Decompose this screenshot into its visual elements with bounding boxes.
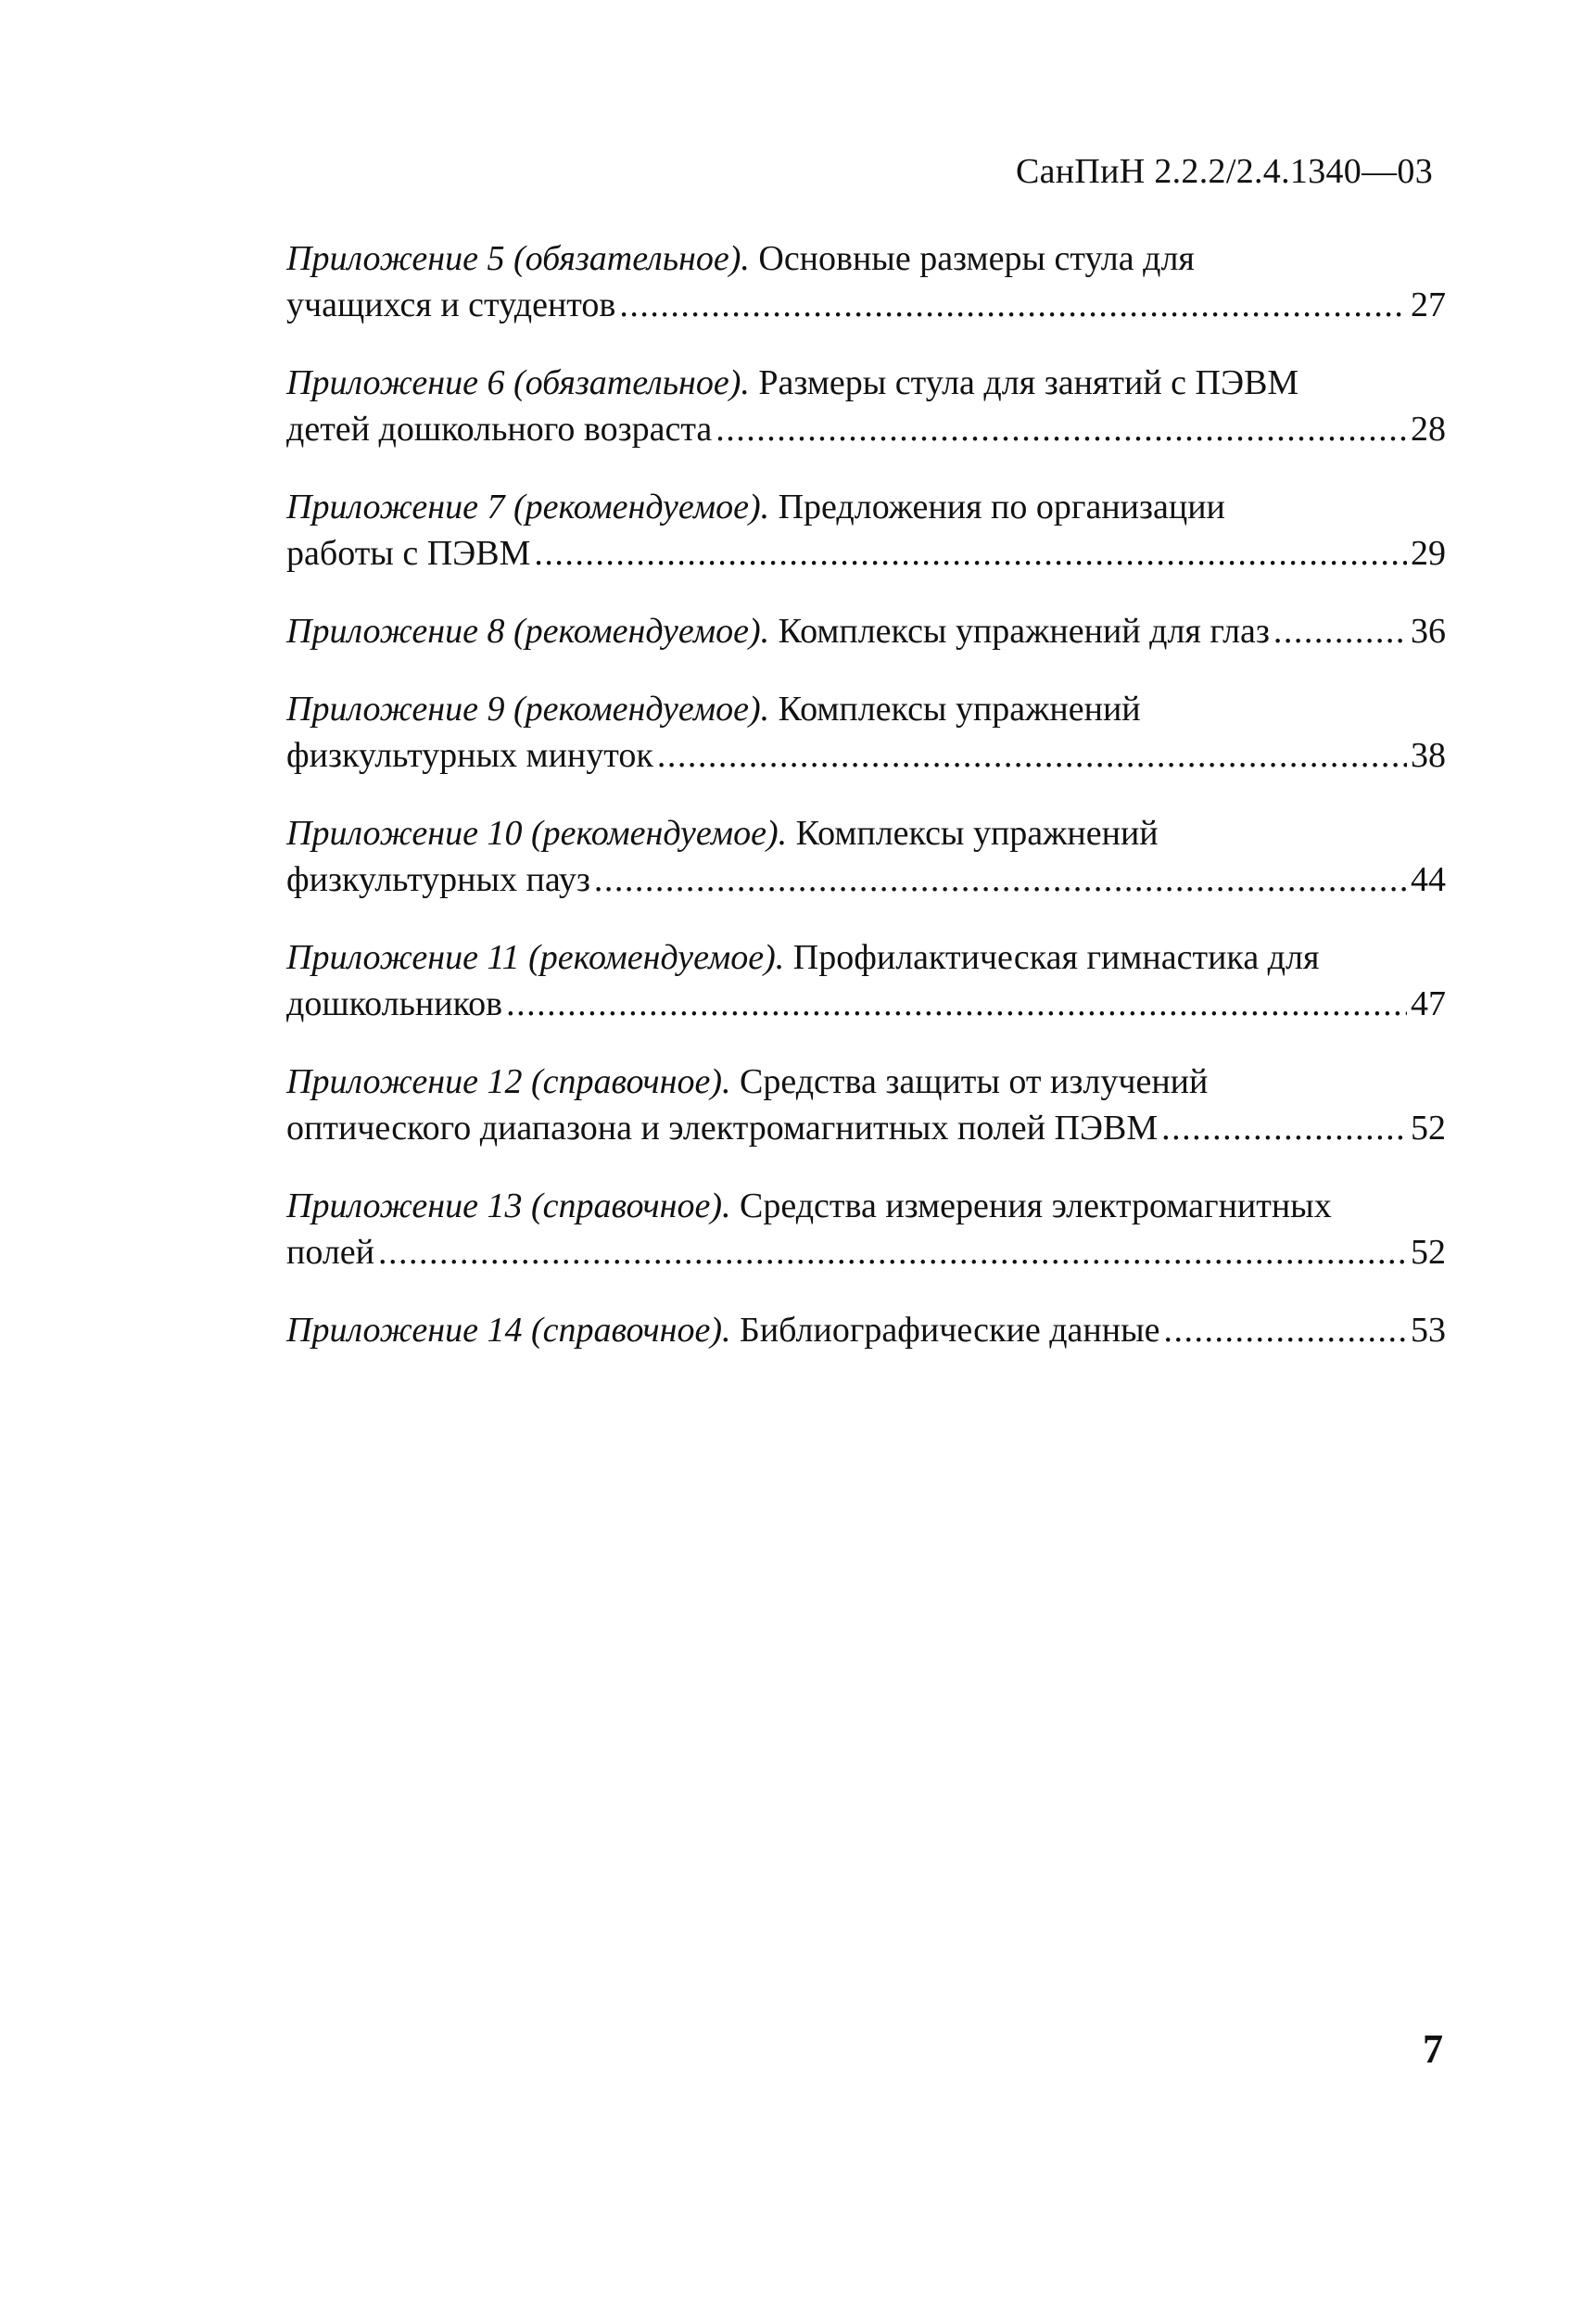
toc-page-number: 28 — [1411, 410, 1446, 449]
toc-entry-title: Комплексы упражнений для глаз — [769, 612, 1270, 651]
toc-entry-appendix-10[interactable] — [286, 810, 1446, 903]
toc-entry-appendix-14[interactable] — [286, 1307, 1446, 1353]
toc-entry-leader-line — [286, 530, 1446, 577]
toc-entry-appendix-7[interactable] — [286, 484, 1446, 577]
toc-entry-appendix-13[interactable] — [286, 1183, 1446, 1275]
running-header-doc-code: СанПиН 2.2.2/2.4.1340—03 — [1015, 152, 1433, 191]
dot-leader — [1161, 1105, 1407, 1151]
toc-entry-leader-line — [286, 1105, 1446, 1151]
dot-leader — [378, 1229, 1407, 1275]
toc-entry-title-continued: работы с ПЭВМ — [286, 534, 531, 573]
toc-entry-title-continued: оптического диапазона и электромагнитных полей ПЭВМ — [286, 1109, 1159, 1148]
toc-entry-title: Библиографические данные — [730, 1311, 1160, 1350]
toc-entry-line — [286, 1183, 1446, 1229]
toc-entry-leader-line — [286, 406, 1446, 452]
toc-entry-appendix-5[interactable] — [286, 235, 1446, 328]
toc-entry-line — [286, 360, 1446, 406]
toc-entry-label: Приложение 11 (рекомендуемое). — [286, 938, 785, 977]
toc-page-number: 52 — [1411, 1233, 1446, 1272]
toc-entry-title: Предложения по организации — [769, 488, 1225, 527]
toc-entry-line — [286, 686, 1446, 732]
toc-page-number: 29 — [1411, 534, 1446, 573]
toc-entry-leader-line — [286, 608, 1446, 654]
toc-entry-title: Размеры стула для занятий с ПЭВМ — [749, 363, 1299, 402]
toc-entry-line — [286, 934, 1446, 981]
toc-entry-appendix-6[interactable] — [286, 360, 1446, 452]
toc-page-number: 53 — [1411, 1311, 1446, 1350]
toc-entry-title: Средства защиты от излучений — [730, 1062, 1209, 1101]
toc-entry-label: Приложение 7 (рекомендуемое). — [286, 488, 770, 527]
toc-entry-leader-line — [286, 856, 1446, 903]
toc-entry-leader-line — [286, 981, 1446, 1027]
toc-entry-label: Приложение 14 (справочное). — [286, 1311, 731, 1350]
toc-page-number: 38 — [1411, 736, 1446, 775]
page-number: 7 — [1423, 2026, 1443, 2072]
toc-entry-leader-line — [286, 282, 1446, 328]
toc-entry-line — [286, 484, 1446, 530]
toc-entry-line — [286, 1059, 1446, 1105]
toc-entry-label: Приложение 10 (рекомендуемое). — [286, 814, 788, 853]
toc-entry-title: Профилактическая гимнастика для — [784, 938, 1320, 977]
toc-entry-leader-line — [286, 1307, 1446, 1353]
toc-entry-label: Приложение 6 (обязательное). — [286, 363, 750, 402]
toc-page-number: 47 — [1411, 984, 1446, 1023]
toc-entry-text — [286, 608, 1270, 654]
toc-entry-appendix-11[interactable] — [286, 934, 1446, 1027]
toc-entry-title-continued: детей дошкольного возраста — [286, 410, 713, 449]
toc-entry-title: Комплексы упражнений — [769, 690, 1141, 729]
toc-page-number: 27 — [1411, 285, 1446, 324]
dot-leader — [534, 530, 1407, 577]
dot-leader — [506, 981, 1407, 1027]
toc-entry-title-continued: дошкольников — [286, 984, 503, 1023]
toc-page-number: 36 — [1411, 612, 1446, 651]
dot-leader — [716, 406, 1407, 452]
toc-entry-title-continued: физкультурных минуток — [286, 736, 653, 775]
toc-entry-appendix-8[interactable] — [286, 608, 1446, 654]
toc-entry-label: Приложение 13 (справочное). — [286, 1186, 731, 1225]
table-of-contents — [286, 235, 1446, 1385]
toc-entry-appendix-12[interactable] — [286, 1059, 1446, 1151]
toc-entry-line — [286, 235, 1446, 282]
toc-entry-title: Комплексы упражнений — [787, 814, 1159, 853]
toc-entry-title: Основные размеры стула для — [749, 239, 1195, 278]
toc-entry-label: Приложение 12 (справочное). — [286, 1062, 731, 1101]
toc-entry-label: Приложение 9 (рекомендуемое). — [286, 690, 770, 729]
dot-leader — [594, 856, 1407, 903]
toc-entry-appendix-9[interactable] — [286, 686, 1446, 779]
toc-entry-title-continued: физкультурных пауз — [286, 860, 590, 899]
toc-entry-leader-line — [286, 1229, 1446, 1275]
toc-entry-label: Приложение 8 (рекомендуемое). — [286, 612, 770, 651]
dot-leader — [619, 282, 1407, 328]
dot-leader — [1163, 1307, 1407, 1353]
toc-entry-title: Средства измерения электромагнитных — [730, 1186, 1332, 1225]
dot-leader — [657, 732, 1407, 779]
toc-entry-line — [286, 810, 1446, 856]
toc-page-number: 52 — [1411, 1109, 1446, 1148]
toc-entry-label: Приложение 5 (обязательное). — [286, 239, 750, 278]
toc-entry-title-continued: полей — [286, 1233, 374, 1272]
toc-page-number: 44 — [1411, 860, 1446, 899]
toc-entry-leader-line — [286, 732, 1446, 779]
toc-entry-text — [286, 1307, 1159, 1353]
toc-entry-title-continued: учащихся и студентов — [286, 285, 616, 324]
dot-leader — [1273, 608, 1407, 654]
